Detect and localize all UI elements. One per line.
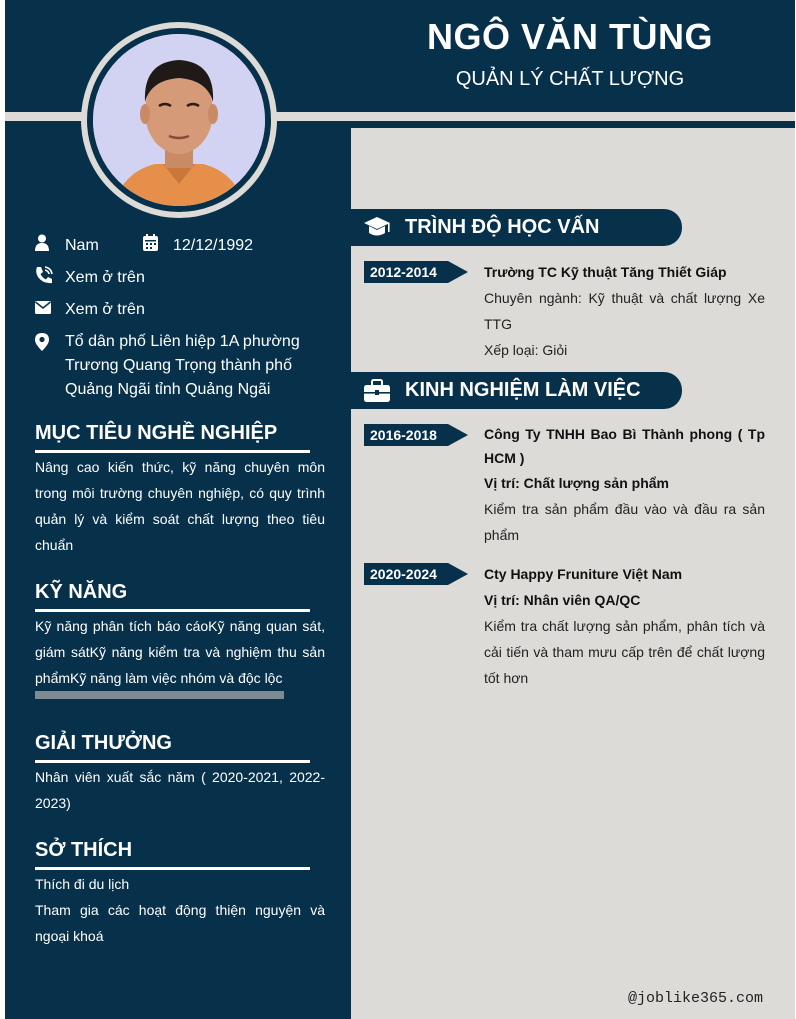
avatar-frame [81, 22, 277, 218]
user-icon [35, 234, 57, 252]
cv-page [5, 0, 795, 1019]
education-major: Chuyên ngành: Kỹ thuật và chất lượng Xe TTG [484, 290, 765, 332]
education-header [351, 209, 682, 246]
hobbies-title: SỞ THÍCH [35, 839, 133, 861]
education-title: TRÌNH ĐỘ HỌC VẤN [405, 216, 600, 238]
objective-text: Nâng cao kiến thức, kỹ năng chuyên môn trong môi trường chuyên nghiệp, có quy trình quản lý và kiểm soát chất lượng theo tiêu chuẩn [35, 459, 325, 553]
location-icon [35, 333, 57, 351]
phone-value: Xem ở trên [65, 269, 145, 286]
skills-rule [35, 609, 310, 612]
experience-description: Kiểm tra chất lượng sản phẩm, phân tích và cải tiến và tham mưu cấp trên để chất lượng tốt hơn [484, 618, 765, 686]
address-row [35, 330, 335, 402]
awards-rule [35, 760, 310, 763]
candidate-title: QUẢN LÝ CHẤT LƯỢNG [455, 68, 685, 90]
experience-description: Kiểm tra sản phẩm đầu vào và đầu ra sản phẩm [484, 501, 765, 543]
awards-text: Nhân viên xuất sắc năm ( 2020-2021, 2022-2023) [35, 769, 325, 811]
gender-row [35, 234, 99, 258]
experience-period: 2016-2018 [370, 427, 437, 443]
gender-value: Nam [65, 237, 99, 254]
experience-period: 2020-2024 [370, 566, 437, 582]
awards-title: GIẢI THƯỞNG [35, 732, 172, 754]
email-row [35, 298, 145, 322]
hobby-item: Tham gia các hoạt động thiện nguyện và ngoại khoá [35, 902, 325, 944]
skills-text: Kỹ năng phân tích báo cáoKỹ năng quan sát, giám sátKỹ năng kiểm tra và nghiệm thu sản phẩmKỹ năng làm việc nhóm và độc lộc [35, 618, 325, 686]
hobbies-list [35, 871, 325, 949]
experience-title: KINH NGHIỆM LÀM VIỆC [405, 379, 641, 401]
experience-period-tag [364, 424, 437, 446]
phone-row [35, 266, 145, 290]
address-value: Tổ dân phố Liên hiệp 1A phường Trương Quang Trọng thành phố Quảng Ngãi tỉnh Quảng Ngãi [65, 333, 300, 398]
education-grade: Xếp loại: Giỏi [484, 342, 568, 358]
education-period-tag [364, 261, 437, 283]
experience-period-tag [364, 563, 437, 585]
birthdate-value: 12/12/1992 [173, 237, 254, 254]
experience-company: Cty Happy Fruniture Việt Nam [484, 566, 683, 582]
email-icon [35, 298, 57, 316]
briefcase-icon [363, 378, 391, 404]
experience-entry [484, 561, 765, 691]
watermark: @joblike365.com [627, 990, 763, 1007]
calendar-icon [143, 234, 165, 252]
experience-entry [484, 422, 765, 548]
avatar [93, 34, 265, 206]
candidate-name: NGÔ VĂN TÙNG [426, 16, 713, 57]
email-value: Xem ở trên [65, 301, 145, 318]
hobby-item: Thích đi du lịch [35, 876, 130, 892]
skill-level-bar [35, 691, 284, 699]
experience-company: Công Ty TNHH Bao Bì Thành phong ( Tp HCM ) [484, 426, 765, 466]
experience-header [351, 372, 682, 409]
avatar-photo [93, 34, 265, 206]
experience-position: Vị trí: Nhân viên QA/QC [484, 592, 641, 608]
birthdate-row [143, 234, 253, 258]
objective-title: MỤC TIÊU NGHỀ NGHIỆP [35, 422, 278, 444]
graduation-cap-icon [363, 215, 391, 241]
experience-position: Vị trí: Chất lượng sản phẩm [484, 475, 669, 491]
education-school: Trường TC Kỹ thuật Tăng Thiết Giáp [484, 264, 727, 280]
phone-icon [35, 266, 57, 284]
objective-rule [35, 450, 310, 453]
education-period: 2012-2014 [370, 264, 437, 280]
education-entry [484, 259, 765, 363]
skills-title: KỸ NĂNG [35, 581, 128, 603]
hobbies-rule [35, 867, 310, 870]
